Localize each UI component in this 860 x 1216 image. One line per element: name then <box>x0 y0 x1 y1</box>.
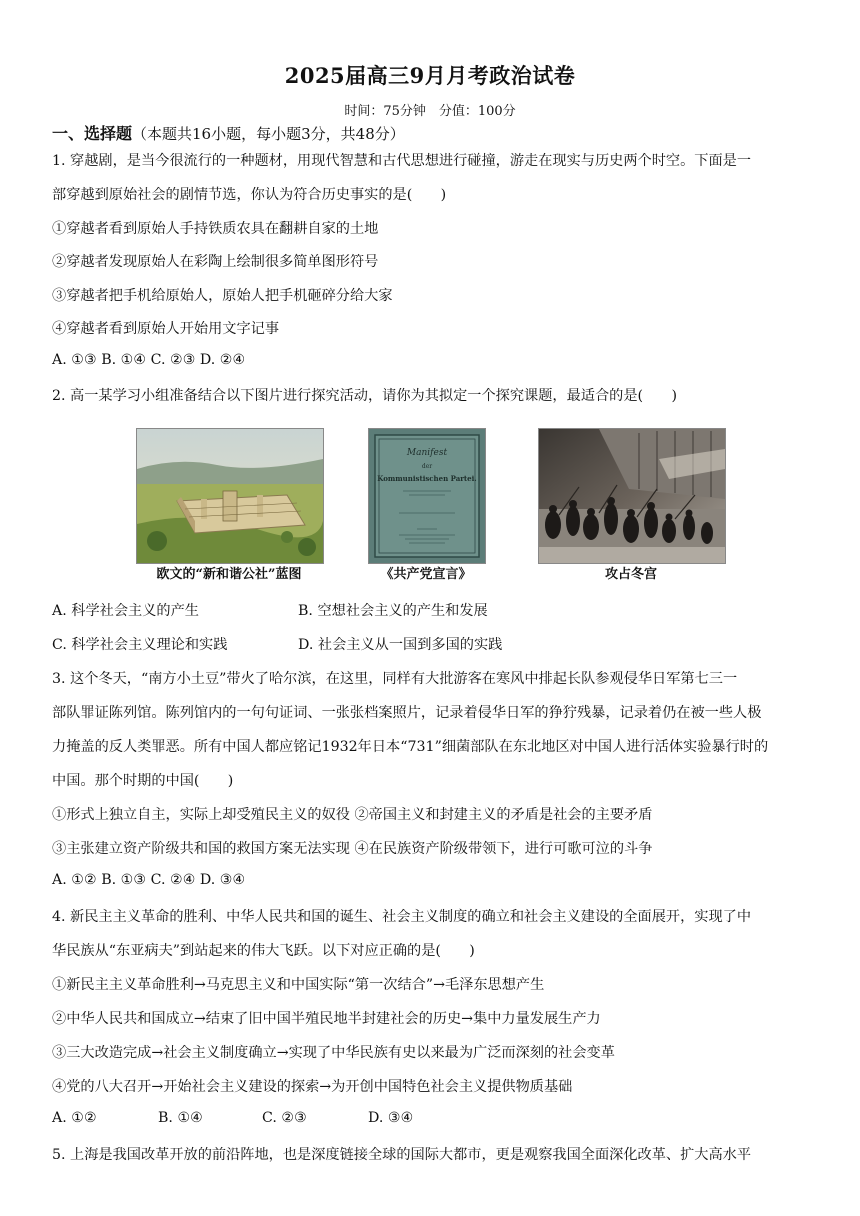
section-title: 一、选择题 <box>52 124 133 143</box>
q4-stem-line1: 4. 新民主主义革命的胜利、中华人民共和国的诞生、社会主义制度的确立和社会主义建设的全面展开，实现了中 <box>52 909 752 925</box>
caption-new-harmony: 欧文的“新和谐公社”蓝图 <box>156 567 302 582</box>
q2-option-b: B. 空想社会主义的产生和发展 <box>298 603 488 619</box>
q1-item-1: ①穿越者看到原始人手持铁质农具在翻耕自家的土地 <box>52 221 379 237</box>
q5-stem-line1: 5. 上海是我国改革开放的前沿阵地，也是深度链接全球的国际大都市，更是观察我国全面深化改革、扩大高水平 <box>52 1147 752 1163</box>
new-harmony-image <box>137 429 323 563</box>
q3-items-row2: ③主张建立资产阶级共和国的救国方案无法实现 ④在民族资产阶级带领下，进行可歌可泣的斗争 <box>52 841 653 857</box>
section-note: （本题共16小题，每小题3分，共48分） <box>132 125 405 143</box>
manifesto-word-2: der <box>421 463 433 470</box>
q3-items-row1: ①形式上独立自主，实际上却受殖民主义的奴役 ②帝国主义和封建主义的矛盾是社会的主要矛盾 <box>52 807 653 823</box>
q1-item-2: ②穿越者发现原始人在彩陶上绘制很多简单图形符号 <box>52 254 379 270</box>
q4-item-2: ②中华人民共和国成立→结束了旧中国半殖民地半封建社会的历史→集中力量发展生产力 <box>52 1011 601 1027</box>
q1-item-4: ④穿越者看到原始人开始用文字记事 <box>52 321 280 337</box>
winter-palace-image <box>539 429 725 563</box>
q4-option-b: B. ①④ <box>158 1110 203 1126</box>
q1-stem-line2: 部穿越到原始社会的剧情节选，你认为符合历史事实的是( ) <box>52 187 447 203</box>
q1-options: A. ①③ B. ①④ C. ②③ D. ②④ <box>52 352 246 368</box>
q4-item-4: ④党的八大召开→开始社会主义建设的探索→为开创中国特色社会主义提供物质基础 <box>52 1079 573 1095</box>
q3-stem-line4: 中国。那个时期的中国( ) <box>52 773 234 789</box>
exam-time-score: 时间：75分钟 分值：100分 <box>344 104 516 119</box>
q1-item-3: ③穿越者把手机给原始人，原始人把手机砸碎分给大家 <box>52 288 393 304</box>
storming-winter-palace-illustration <box>538 428 726 564</box>
q2-stem: 2. 高一某学习小组准备结合以下图片进行探究活动，请你为其拟定一个探究课题，最适合的是( ) <box>52 388 677 404</box>
q4-item-1: ①新民主主义革命胜利→马克思主义和中国实际“第一次结合”→毛泽东思想产生 <box>52 977 545 993</box>
q3-stem-line3: 力掩盖的反人类罪恶。所有中国人都应铭记1932年日本“731”细菌部队在东北地区对中国人进行活体实验暴行时的 <box>52 739 769 755</box>
caption-winter-palace: 攻占冬宫 <box>604 567 657 582</box>
q1-stem-line1: 1. 穿越剧，是当今很流行的一种题材，用现代智慧和古代思想进行碰撞，游走在现实与历史两个时空。下面是一 <box>52 153 752 169</box>
q2-option-a: A. 科学社会主义的产生 <box>52 603 199 619</box>
new-harmony-illustration <box>136 428 324 564</box>
q3-stem-line2: 部队罪证陈列馆。陈列馆内的一句句证词、一张张档案照片，记录着侵华日军的狰狞残暴，记录着仍在被一些人极 <box>52 705 762 721</box>
communist-manifesto-cover <box>368 428 486 564</box>
exam-title: 2025届高三9月月考政治试卷 <box>284 63 576 88</box>
q3-options: A. ①② B. ①③ C. ②④ D. ③④ <box>52 872 246 888</box>
manifesto-cover-image <box>369 429 485 563</box>
q4-stem-line2: 华民族从“东亚病夫”到站起来的伟大飞跃。以下对应正确的是( ) <box>52 943 475 959</box>
q4-option-c: C. ②③ <box>262 1110 307 1126</box>
q4-option-a: A. ①② <box>52 1110 97 1126</box>
q3-stem-line1: 3. 这个冬天，“南方小土豆”带火了哈尔滨，在这里，同样有大批游客在寒风中排起长队参观侵华日军第七三一 <box>52 671 738 687</box>
manifesto-word-1: Manifest <box>406 448 448 458</box>
caption-manifesto: 《共产党宣言》 <box>380 567 472 582</box>
manifesto-word-3: Kommunistischen Partei. <box>377 474 477 483</box>
q4-item-3: ③三大改造完成→社会主义制度确立→实现了中华民族有史以来最为广泛而深刻的社会变革 <box>52 1045 615 1061</box>
q2-option-d: D. 社会主义从一国到多国的实践 <box>298 637 503 653</box>
section-heading <box>52 121 405 144</box>
q4-option-d: D. ③④ <box>368 1110 414 1126</box>
q2-option-c: C. 科学社会主义理论和实践 <box>52 637 228 653</box>
